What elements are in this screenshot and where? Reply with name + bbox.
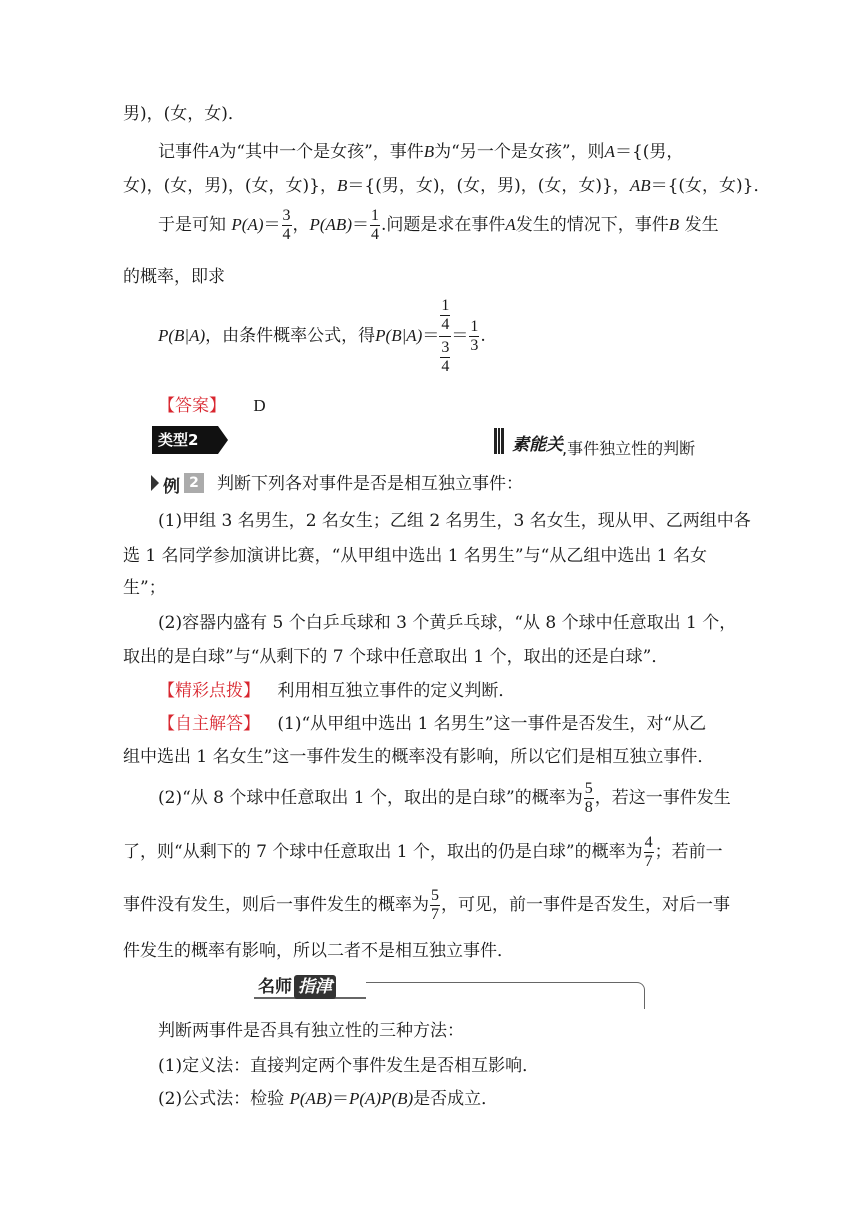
example-prompt: 判断下列各对事件是否是相互独立事件：: [217, 474, 523, 494]
hint-line: 【精彩点拨】 利用相互独立事件的定义判断．: [158, 681, 516, 701]
text-line: 选 1 名同学参加演讲比赛，“从甲组中选出 1 名男生”与“从乙组中选出 1 名女: [123, 546, 707, 566]
solution-label: 【自主解答】: [158, 714, 260, 734]
text-line: (2)“从 8 个球中任意取出 1 个，取出的是白球”的概率为 $\frac{5}{8}$ ，若这一事件发生: [158, 780, 731, 816]
text-line: (1)甲组 3 名男生，2 名女生；乙组 2 名男生，3 名女生，现从甲、乙两组中各: [158, 511, 751, 531]
text-line: 记事件A为“其中一个是女孩”，事件B为“另一个是女孩”，则A＝{(男，: [158, 142, 684, 162]
tip-frame: [366, 982, 645, 1009]
text-line: P(B|A)，由条件概率公式，得P(B|A)＝ $\frac{\frac{1}{4}}{\frac{3}{4}}$ ＝ $\frac{1}{3}$ .: [158, 297, 486, 375]
text-line: 的概率，即求: [123, 267, 225, 287]
tip-label: 名师 指津: [258, 975, 336, 999]
text-line: (2)容器内盛有 5 个白乒乓球和 3 个黄乒乓球，“从 8 个球中任意取出 1 个，: [158, 613, 737, 633]
answer-label: 【答案】: [158, 396, 226, 416]
answer-value: D: [253, 396, 266, 415]
text-line: 了，则“从剩下的 7 个球中任意取出 1 个，取出的仍是白球”的概率为 $\frac{4}{7}$ ；若前一: [123, 834, 723, 870]
text-line: 女)，(女，男)，(女，女)}，B＝{(男，女)，(女，男)，(女，女)}，AB＝{(女，女)}．: [123, 176, 771, 196]
fraction: $\frac{5}{8}$: [584, 780, 593, 816]
type-badge: 类型2: [152, 426, 218, 454]
fraction: $\frac{5}{7}$: [431, 887, 439, 923]
text-line: 组中选出 1 名女生”这一事件发生的概率没有影响，所以它们是相互独立事件．: [123, 747, 715, 767]
compound-fraction: $\frac{\frac{1}{4}}{\frac{3}{4}}$: [441, 297, 450, 375]
text-line: 生”；: [123, 578, 166, 598]
text-line: 件发生的概率有影响，所以二者不是相互独立事件．: [123, 941, 514, 961]
text-line: 取出的是白球”与“从剩下的 7 个球中任意取出 1 个，取出的还是白球”．: [123, 647, 669, 667]
fraction: $\frac{3}{4}$: [282, 207, 291, 243]
text-line: 男)，(女，女)．: [123, 104, 245, 124]
solution-line: 【自主解答】 (1)“从甲组中选出 1 名男生”这一事件是否发生，对“从乙: [158, 714, 707, 734]
answer-line: [158, 395, 266, 417]
hint-label: 【精彩点拨】: [158, 681, 260, 701]
text-line: 判断两事件是否具有独立性的三种方法：: [158, 1021, 464, 1041]
text-line: 于是可知 P(A)＝ $\frac{3}{4}$ ，P(AB)＝ $\frac{1}{4}$ .问题是求在事件A发生的情况下，事件B 发生: [158, 207, 719, 243]
bar-icon: [494, 428, 504, 454]
section-title: ,事件独立性的判断: [562, 439, 696, 458]
text-line: (2)公式法：检验 P(AB)＝P(A)P(B)是否成立．: [158, 1089, 499, 1109]
example-number: 2: [184, 473, 204, 493]
fraction: $\frac{4}{7}$: [644, 834, 653, 870]
text-line: 事件没有发生，则后一事件发生的概率为 $\frac{5}{7}$ ，可见，前一事件是否发生，对后一事: [123, 887, 730, 923]
fraction: $\frac{1}{4}$: [370, 207, 379, 243]
fraction: $\frac{1}{3}$: [470, 318, 479, 354]
example-label: 例: [163, 477, 180, 497]
triangle-icon: [151, 475, 159, 491]
quality-tag: 素能关: [512, 435, 563, 455]
text-line: (1)定义法：直接判定两个事件发生是否相互影响．: [158, 1056, 540, 1076]
